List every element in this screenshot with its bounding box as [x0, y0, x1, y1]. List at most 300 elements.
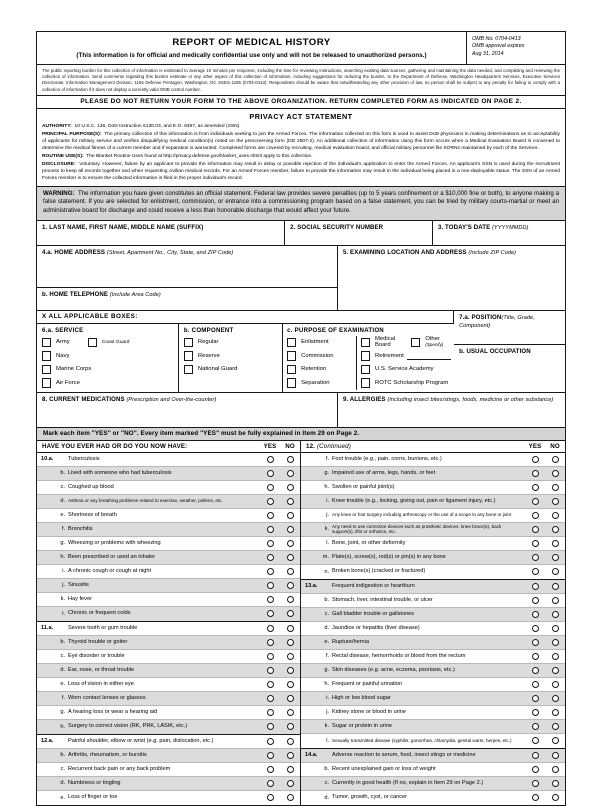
radio-circle-icon[interactable] [552, 568, 559, 575]
answer-yes-option[interactable] [525, 667, 545, 674]
radio-circle-icon[interactable] [287, 610, 294, 617]
radio-circle-icon[interactable] [552, 554, 559, 561]
question-text: Loss of finger or toe [68, 794, 118, 801]
field-position[interactable]: 7.a. POSITION(Title, Grade, Component) [454, 311, 565, 345]
question-row [301, 453, 565, 467]
checkbox-purpose-separation[interactable]: Separation [287, 376, 356, 390]
radio-circle-icon[interactable] [552, 456, 559, 463]
radio-circle-icon[interactable] [552, 737, 559, 744]
answer-yes-option[interactable] [260, 639, 280, 646]
answer-no-option[interactable] [280, 498, 300, 505]
answer-yes-option[interactable] [525, 568, 545, 575]
checkbox-purpose-medical-board[interactable]: Medical Board Other (Specify) [361, 336, 451, 350]
answer-yes-option[interactable] [260, 484, 280, 491]
radio-circle-icon[interactable] [532, 752, 539, 759]
radio-circle-icon[interactable] [532, 568, 539, 575]
question-number: 13.a. [305, 583, 318, 590]
questions-wrapper [37, 441, 565, 805]
answer-no-option[interactable] [280, 752, 300, 759]
radio-circle-icon[interactable] [287, 512, 294, 519]
radio-circle-icon[interactable] [532, 794, 539, 801]
radio-circle-icon[interactable] [267, 709, 274, 716]
radio-circle-icon[interactable] [267, 568, 274, 575]
radio-circle-icon[interactable] [552, 794, 559, 801]
radio-circle-icon[interactable] [267, 596, 274, 603]
radio-circle-icon[interactable] [287, 596, 294, 603]
checkbox-purpose-rotc[interactable]: ROTC Scholarship Program [361, 376, 451, 390]
question-row [301, 537, 565, 551]
radio-circle-icon[interactable] [267, 723, 274, 730]
answer-yes-option[interactable] [260, 780, 280, 787]
checkbox-component-national-guard[interactable]: National Guard [184, 363, 279, 377]
answer-yes-option[interactable] [260, 526, 280, 533]
answer-no-option[interactable] [280, 568, 300, 575]
radio-circle-icon[interactable] [287, 526, 294, 533]
answer-yes-option[interactable] [260, 766, 280, 773]
radio-circle-icon[interactable] [532, 780, 539, 787]
radio-circle-icon[interactable] [267, 738, 274, 745]
question-text: Sugar or protein in urine [332, 722, 393, 729]
answer-yes-option[interactable] [260, 456, 280, 463]
answer-yes-option[interactable] [525, 526, 545, 533]
radio-circle-icon[interactable] [532, 526, 539, 533]
checkbox-box[interactable] [42, 338, 51, 348]
checkbox-service-navy[interactable]: Navy [42, 349, 175, 363]
question-row [301, 565, 565, 579]
answer-no-option[interactable] [280, 582, 300, 589]
checkbox-box-other[interactable] [411, 338, 420, 348]
answer-no-option[interactable] [280, 484, 300, 491]
privacy-authority-label: AUTHORITY: [42, 123, 72, 129]
answer-no-option[interactable] [280, 794, 300, 801]
answer-yes-option[interactable] [525, 709, 545, 716]
answer-no-option[interactable] [545, 723, 565, 730]
answer-no-option[interactable] [280, 667, 300, 674]
answer-yes-option[interactable] [525, 597, 545, 604]
radio-circle-icon[interactable] [267, 484, 274, 491]
question-row [37, 481, 300, 495]
radio-circle-icon[interactable] [532, 723, 539, 730]
question-row [37, 467, 300, 481]
answer-yes-option[interactable] [260, 681, 280, 688]
question-row [301, 734, 565, 748]
radio-circle-icon[interactable] [532, 597, 539, 604]
checkbox-purpose-commission[interactable]: Commission [287, 349, 356, 363]
answer-no-option[interactable] [545, 794, 565, 801]
radio-circle-icon[interactable] [532, 456, 539, 463]
field-todays-date[interactable]: 3. TODAY'S DATE (YYYYMMDD) [437, 223, 529, 231]
answer-yes-option[interactable] [525, 456, 545, 463]
radio-circle-icon[interactable] [532, 583, 539, 590]
question-letter: f. [61, 526, 65, 533]
answer-no-option[interactable] [280, 596, 300, 603]
field-current-medications[interactable]: 8. CURRENT MEDICATIONS (Prescription and Over-the-counter) [37, 393, 338, 427]
question-text: Knee trouble (e.g., locking, giving out, pain or ligament injury, etc.) [332, 497, 496, 504]
radio-circle-icon[interactable] [532, 540, 539, 547]
radio-circle-icon[interactable] [552, 723, 559, 730]
privacy-routine-text: The Blanket Routine Uses found at http://privacy.defense.gov/blanket_uses.shtml apply to this collection. [86, 153, 313, 159]
answer-no-option[interactable] [545, 780, 565, 787]
answer-yes-option[interactable] [260, 695, 280, 702]
answer-no-option[interactable] [280, 766, 300, 773]
radio-circle-icon[interactable] [532, 737, 539, 744]
radio-circle-icon[interactable] [552, 583, 559, 590]
checkbox-box[interactable] [42, 365, 51, 375]
checkbox-purpose-enlistment[interactable]: Enlistment [287, 336, 356, 350]
checkbox-box[interactable] [42, 378, 51, 388]
answer-yes-option[interactable] [525, 780, 545, 787]
radio-circle-icon[interactable] [552, 639, 559, 646]
radio-circle-icon[interactable] [287, 780, 294, 787]
radio-circle-icon[interactable] [267, 653, 274, 660]
answer-yes-option[interactable] [260, 653, 280, 660]
radio-circle-icon[interactable] [552, 484, 559, 491]
field-usual-occupation[interactable]: b. USUAL OCCUPATION [459, 347, 531, 355]
field-examining-location[interactable]: 5. EXAMINING LOCATION AND ADDRESS (Include ZIP Code) [342, 248, 517, 256]
answer-no-option[interactable] [545, 484, 565, 491]
field-name[interactable]: 1. LAST NAME, FIRST NAME, MIDDLE NAME (SUFFIX) [37, 221, 285, 245]
answer-no-option[interactable] [545, 498, 565, 505]
answer-no-option[interactable] [545, 653, 565, 660]
checkbox-box[interactable] [287, 338, 296, 348]
answer-yes-option[interactable] [525, 554, 545, 561]
radio-circle-icon[interactable] [532, 498, 539, 505]
radio-circle-icon[interactable] [532, 639, 539, 646]
field-allergies[interactable]: 9. ALLERGIES (Including insect bites/stings, foods, medicine or other substance) [342, 395, 554, 403]
radio-circle-icon[interactable] [267, 512, 274, 519]
question-letter: m. [322, 554, 329, 561]
answer-no-option[interactable] [545, 681, 565, 688]
answer-yes-option[interactable] [260, 498, 280, 505]
question-letter: f. [325, 456, 329, 463]
question-row [37, 622, 300, 636]
answer-yes-option[interactable] [260, 554, 280, 561]
radio-circle-icon[interactable] [552, 611, 559, 618]
burden-statement: The public reporting burden for this collection of information is estimated to average 10 minutes per response, including the time for reviewing instructions, searching existing data sources, gathering and maintaining the data needed, and completing and reviewing the collection of information. Send comments regarding this burden estimate or any other aspect of this collection of information, including suggestions for reducing the burden, to the Department of Defense, Washington Headquarters Services, Executive Services Directorate, Information Management Division, 1155 Defense Pentagon, Washington, DC 20301-1155 (0704-0413). Respondents should be aware that notwithstanding any other provision of law, no person shall be subject to any penalty for failing to comply with a collection of information if it does not display a currently valid OMB control number. [37, 65, 565, 96]
radio-circle-icon[interactable] [532, 512, 539, 519]
radio-circle-icon[interactable] [267, 752, 274, 759]
radio-circle-icon[interactable] [267, 681, 274, 688]
medications-allergies-row [37, 393, 565, 427]
answer-yes-option[interactable] [260, 667, 280, 674]
radio-circle-icon[interactable] [267, 456, 274, 463]
answer-no-option[interactable] [280, 540, 300, 547]
radio-circle-icon[interactable] [532, 681, 539, 688]
question-number: 12.a. [41, 738, 54, 745]
radio-circle-icon[interactable] [267, 540, 274, 547]
radio-circle-icon[interactable] [532, 611, 539, 618]
radio-circle-icon[interactable] [552, 695, 559, 702]
question-letter: k. [324, 526, 329, 533]
question-letter: c. [60, 653, 65, 660]
radio-circle-icon[interactable] [287, 667, 294, 674]
radio-circle-icon[interactable] [532, 653, 539, 660]
radio-circle-icon[interactable] [552, 780, 559, 787]
answer-no-option[interactable] [280, 723, 300, 730]
answer-yes-option[interactable] [260, 540, 280, 547]
answer-no-option[interactable] [545, 709, 565, 716]
answer-yes-option[interactable] [260, 794, 280, 801]
checkbox-purpose-retirement[interactable]: Retirement [361, 349, 451, 363]
checkbox-service-marine-corps[interactable]: Marine Corps [42, 363, 175, 377]
radio-circle-icon[interactable] [532, 554, 539, 561]
answer-yes-option[interactable] [260, 625, 280, 632]
checkbox-box[interactable] [184, 338, 193, 348]
privacy-disclosure-label: DISCLOSURE: [42, 161, 76, 167]
answer-no-option[interactable] [545, 526, 565, 533]
privacy-purpose-label: PRINCIPAL PURPOSE(S): [42, 131, 102, 137]
radio-circle-icon[interactable] [287, 653, 294, 660]
answer-yes-option[interactable] [525, 752, 545, 759]
checkbox-box[interactable] [287, 351, 296, 361]
field-home-address[interactable]: 4.a. HOME ADDRESS (Street, Apartment No., City, State, and ZIP Code) [37, 246, 337, 288]
omb-expires-date: Aug 31, 2014 [472, 50, 504, 57]
answer-no-option[interactable] [545, 568, 565, 575]
radio-circle-icon[interactable] [287, 568, 294, 575]
question-text: Asthma or any breathing problems related to exercise, weather, pollens, etc. [68, 498, 223, 504]
radio-circle-icon[interactable] [287, 752, 294, 759]
answer-yes-option[interactable] [525, 639, 545, 646]
checkbox-service-air-force[interactable]: Air Force [42, 376, 175, 390]
answer-yes-option[interactable] [525, 794, 545, 801]
answer-no-option[interactable] [545, 639, 565, 646]
radio-circle-icon[interactable] [532, 625, 539, 632]
radio-circle-icon[interactable] [267, 766, 274, 773]
radio-circle-icon[interactable] [267, 554, 274, 561]
checkbox-box[interactable] [361, 378, 370, 388]
radio-circle-icon[interactable] [532, 667, 539, 674]
answer-yes-option[interactable] [525, 695, 545, 702]
privacy-purpose [42, 131, 560, 152]
checkbox-box[interactable] [361, 338, 370, 348]
answer-yes-option[interactable] [525, 766, 545, 773]
privacy-act-title: PRIVACY ACT STATEMENT [249, 111, 353, 121]
answer-no-option[interactable] [280, 639, 300, 646]
question-row [37, 523, 300, 537]
answer-no-option[interactable] [280, 653, 300, 660]
answer-no-option[interactable] [280, 738, 300, 745]
answer-yes-option[interactable] [525, 470, 545, 477]
radio-circle-icon[interactable] [267, 526, 274, 533]
warning-text: The information you have given constitutes an official statement. Federal law provides severe penalties (up to 5 years confinement or a $10,000 fine or both), to anyone making a false statement. If you are selected for enlistment, commission, or entrance into a commissioning program based on a false statement, you can be tried by military courts-martial or meet an administrative board for discharge and could receive a less than honorable discharge that would affect your future. [43, 189, 559, 214]
radio-circle-icon[interactable] [267, 470, 274, 477]
question-group [301, 749, 565, 805]
answer-yes-option[interactable] [260, 610, 280, 617]
radio-circle-icon[interactable] [287, 456, 294, 463]
answer-yes-option[interactable] [525, 681, 545, 688]
question-letter: c. [60, 766, 65, 773]
answer-no-option[interactable] [280, 526, 300, 533]
question-letter: h. [324, 484, 329, 491]
other-specify-line[interactable] [407, 351, 451, 360]
answer-yes-option[interactable] [260, 596, 280, 603]
answer-no-option[interactable] [545, 470, 565, 477]
answer-no-option[interactable] [545, 737, 565, 744]
answer-yes-option[interactable] [525, 723, 545, 730]
answer-no-option[interactable] [545, 554, 565, 561]
answer-no-option[interactable] [280, 681, 300, 688]
checkbox-box[interactable] [361, 365, 370, 375]
privacy-routine [42, 153, 560, 160]
question-row [37, 607, 300, 621]
question-letter: b. [324, 597, 329, 604]
radio-circle-icon[interactable] [552, 681, 559, 688]
radio-circle-icon[interactable] [267, 794, 274, 801]
radio-circle-icon[interactable] [287, 582, 294, 589]
question-letter: l. [62, 610, 65, 617]
answer-yes-option[interactable] [525, 653, 545, 660]
answer-no-option[interactable] [280, 780, 300, 787]
checkbox-box[interactable] [184, 351, 193, 361]
answer-no-option[interactable] [280, 512, 300, 519]
radio-circle-icon[interactable] [532, 470, 539, 477]
radio-circle-icon[interactable] [267, 695, 274, 702]
radio-circle-icon[interactable] [267, 780, 274, 787]
radio-circle-icon[interactable] [267, 667, 274, 674]
answer-no-option[interactable] [545, 625, 565, 632]
answer-no-option[interactable] [545, 456, 565, 463]
answer-yes-option[interactable] [525, 583, 545, 590]
radio-circle-icon[interactable] [287, 625, 294, 632]
radio-circle-icon[interactable] [287, 484, 294, 491]
radio-circle-icon[interactable] [552, 526, 559, 533]
radio-circle-icon[interactable] [532, 484, 539, 491]
radio-circle-icon[interactable] [267, 582, 274, 589]
radio-circle-icon[interactable] [552, 653, 559, 660]
service-heading: 6.a. SERVICE [42, 326, 84, 334]
radio-circle-icon[interactable] [287, 498, 294, 505]
checkbox-component-regular[interactable]: Regular [184, 336, 279, 350]
checkbox-service-army[interactable]: Army Coast Guard [42, 336, 175, 350]
question-row [37, 678, 300, 692]
checkbox-box-coast-guard[interactable] [88, 338, 97, 348]
question-letter: g. [60, 709, 65, 716]
radio-circle-icon[interactable] [552, 766, 559, 773]
answer-yes-option[interactable] [260, 470, 280, 477]
answer-yes-option[interactable] [525, 540, 545, 547]
radio-circle-icon[interactable] [552, 667, 559, 674]
answer-no-option[interactable] [545, 597, 565, 604]
radio-circle-icon[interactable] [287, 639, 294, 646]
do-not-return-notice: PLEASE DO NOT RETURN YOUR FORM TO THE ABOVE ORGANIZATION. RETURN COMPLETED FORM AS INDICATED ON PAGE 2. [37, 96, 565, 109]
answer-yes-option[interactable] [260, 709, 280, 716]
answer-no-option[interactable] [280, 554, 300, 561]
radio-circle-icon[interactable] [267, 639, 274, 646]
field-home-telephone[interactable]: b. HOME TELEPHONE (Include Area Code) [42, 290, 161, 298]
question-row [37, 650, 300, 664]
answer-yes-option[interactable] [525, 512, 545, 519]
checkbox-purpose-service-academy[interactable]: U.S. Service Academy [361, 363, 451, 377]
answer-yes-option[interactable] [260, 582, 280, 589]
radio-circle-icon[interactable] [287, 738, 294, 745]
answer-yes-option[interactable] [260, 512, 280, 519]
radio-circle-icon[interactable] [552, 498, 559, 505]
question-row [301, 664, 565, 678]
answer-no-option[interactable] [545, 766, 565, 773]
answer-no-option[interactable] [280, 625, 300, 632]
radio-circle-icon[interactable] [287, 723, 294, 730]
answer-no-option[interactable] [280, 456, 300, 463]
radio-circle-icon[interactable] [287, 695, 294, 702]
radio-circle-icon[interactable] [287, 709, 294, 716]
answer-no-option[interactable] [545, 583, 565, 590]
checkbox-box[interactable] [184, 365, 193, 375]
radio-circle-icon[interactable] [552, 752, 559, 759]
answer-yes-option[interactable] [260, 723, 280, 730]
answer-no-option[interactable] [545, 540, 565, 547]
answer-yes-option[interactable] [260, 568, 280, 575]
checkbox-box[interactable] [42, 351, 51, 361]
radio-circle-icon[interactable] [552, 709, 559, 716]
question-text: Adverse reaction to serum, food, insect stings or medicine [332, 751, 476, 758]
radio-circle-icon[interactable] [267, 610, 274, 617]
omb-number: OMB No. 0704-0413 [472, 36, 521, 42]
radio-circle-icon[interactable] [287, 470, 294, 477]
radio-circle-icon[interactable] [552, 512, 559, 519]
answer-yes-option[interactable] [260, 752, 280, 759]
checkbox-box[interactable] [287, 378, 296, 388]
question-row [301, 608, 565, 622]
radio-circle-icon[interactable] [287, 681, 294, 688]
answer-yes-option[interactable] [525, 484, 545, 491]
answer-yes-option[interactable] [525, 737, 545, 744]
question-text: Rupture/hernia [332, 638, 370, 645]
radio-circle-icon[interactable] [532, 695, 539, 702]
question-text: Loss of vision in either eye [68, 680, 134, 687]
checkbox-box[interactable] [287, 365, 296, 375]
radio-circle-icon[interactable] [552, 597, 559, 604]
question-row [301, 678, 565, 692]
question-letter: e. [60, 681, 65, 688]
answer-yes-option[interactable] [525, 498, 545, 505]
checkbox-box[interactable] [361, 351, 370, 361]
question-letter: b. [60, 752, 65, 759]
radio-circle-icon[interactable] [552, 625, 559, 632]
answer-yes-option[interactable] [260, 738, 280, 745]
question-letter: d. [60, 498, 65, 505]
question-row [301, 692, 565, 706]
radio-circle-icon[interactable] [532, 766, 539, 773]
radio-circle-icon[interactable] [532, 709, 539, 716]
radio-circle-icon[interactable] [287, 766, 294, 773]
radio-circle-icon[interactable] [552, 540, 559, 547]
answer-no-option[interactable] [545, 611, 565, 618]
radio-circle-icon[interactable] [267, 498, 274, 505]
answer-no-option[interactable] [280, 709, 300, 716]
question-text: Currently in good health (If no, explain in Item 29 on Page 2.) [332, 779, 484, 786]
answer-no-option[interactable] [545, 752, 565, 759]
answer-no-option[interactable] [280, 470, 300, 477]
answer-yes-option[interactable] [525, 625, 545, 632]
radio-circle-icon[interactable] [287, 794, 294, 801]
checkbox-component-reserve[interactable]: Reserve [184, 349, 279, 363]
question-text: Impaired use of arms, legs, hands, or feet [332, 469, 436, 476]
radio-circle-icon[interactable] [552, 470, 559, 477]
answer-no-option[interactable] [280, 610, 300, 617]
answer-yes-option[interactable] [525, 611, 545, 618]
answer-no-option[interactable] [545, 667, 565, 674]
field-ssn[interactable]: 2. SOCIAL SECURITY NUMBER [285, 221, 433, 245]
checkbox-purpose-retention[interactable]: Retention [287, 363, 356, 377]
answer-no-option[interactable] [280, 695, 300, 702]
radio-circle-icon[interactable] [287, 554, 294, 561]
answer-no-option[interactable] [545, 695, 565, 702]
question-letter: d. [324, 794, 329, 801]
answer-no-option[interactable] [545, 512, 565, 519]
radio-circle-icon[interactable] [287, 540, 294, 547]
radio-circle-icon[interactable] [267, 625, 274, 632]
question-text: Frequent indigestion or heartburn [332, 582, 415, 589]
